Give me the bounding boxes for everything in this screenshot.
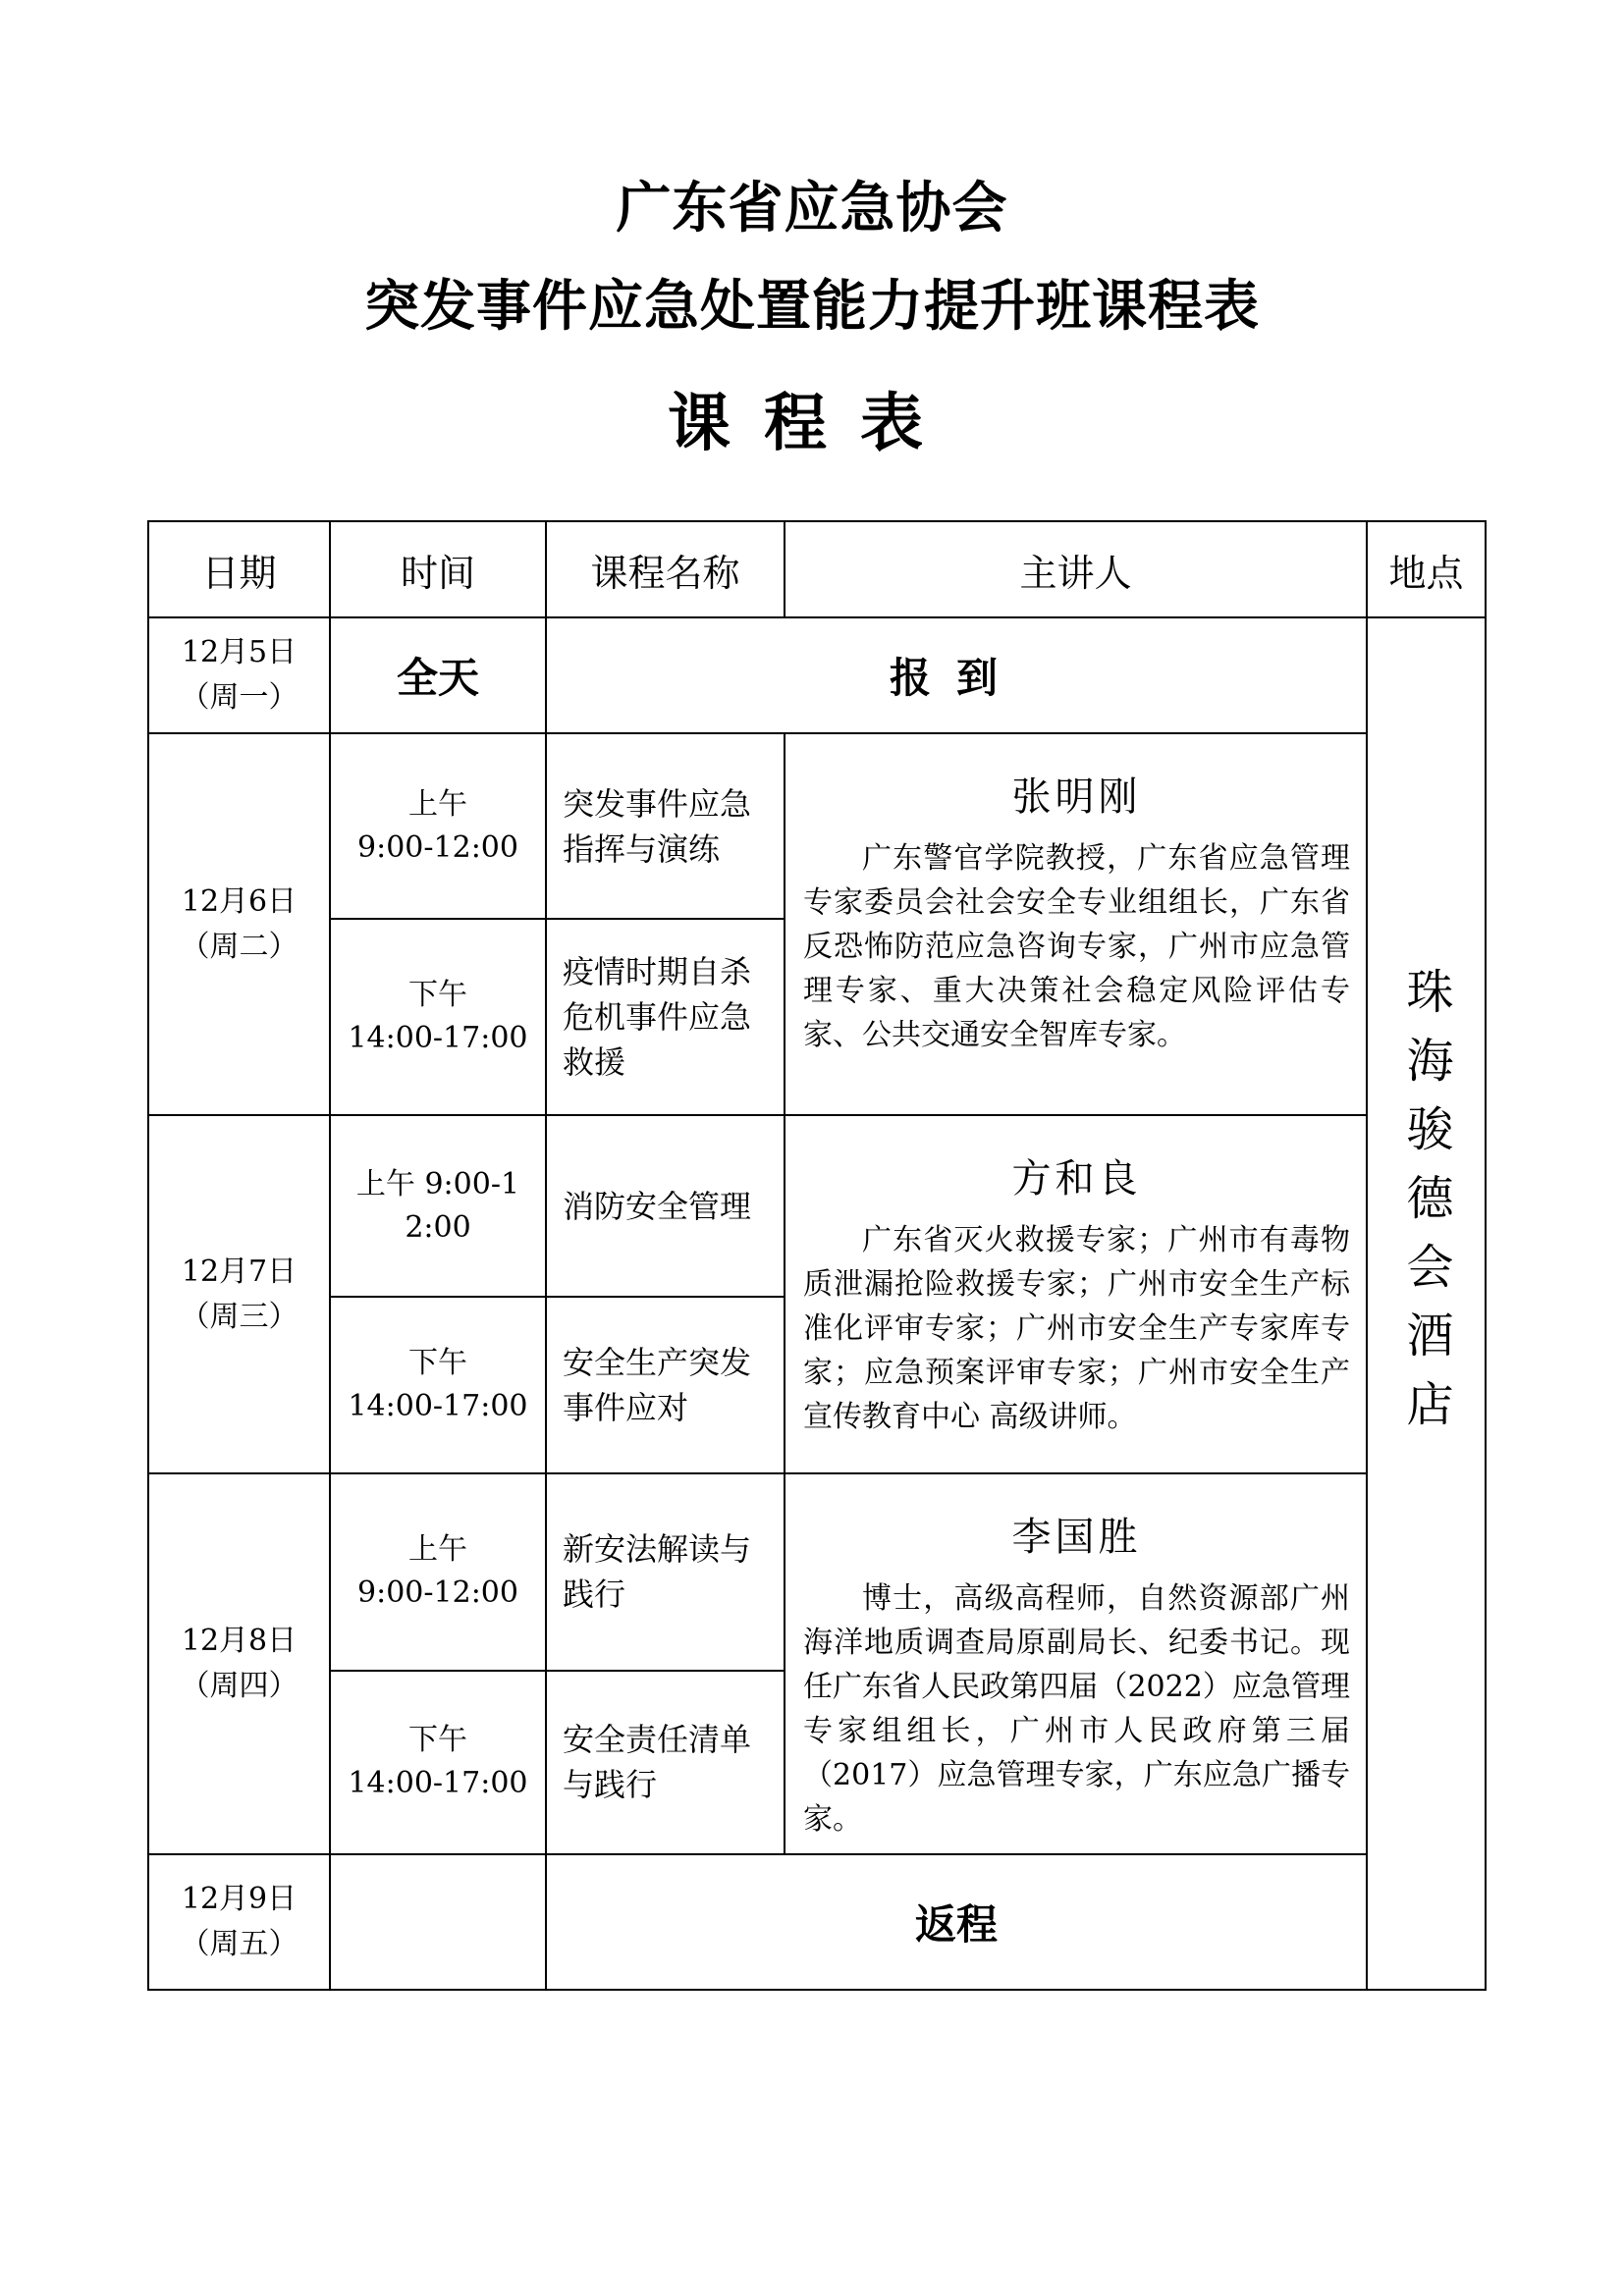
course-cell: 疫情时期自杀危机事件应急救援	[546, 919, 785, 1115]
weekday-text: （周三）	[180, 1299, 298, 1334]
time-cell	[330, 1473, 546, 1671]
date-text: 12月8日	[181, 1624, 298, 1658]
period-text: 上午	[408, 1532, 467, 1568]
date-text: 12月9日	[181, 1882, 298, 1916]
schedule-table	[147, 520, 1487, 1991]
column-header-time: 时间	[330, 521, 546, 617]
activity-cell: 报到	[546, 617, 1367, 733]
venue-text: 珠海骏德会酒店	[1398, 967, 1453, 1448]
time-cell	[330, 1671, 546, 1854]
table-row	[148, 1473, 1486, 1671]
date-text: 12月7日	[181, 1254, 298, 1289]
weekday-text: （周二）	[180, 929, 298, 964]
time-cell	[330, 1854, 546, 1990]
time-cell	[330, 919, 546, 1115]
title-organization: 广东省应急协会	[616, 177, 1008, 240]
column-header-date: 日期	[148, 521, 330, 617]
period-text: 上午 9:00-1	[355, 1166, 520, 1201]
period-text: 下午	[408, 1723, 467, 1758]
speaker-name: 张明刚	[1011, 774, 1142, 820]
speaker-cell	[785, 1115, 1367, 1473]
time-cell	[330, 1115, 546, 1297]
course-cell: 新安法解读与践行	[546, 1473, 785, 1671]
table-row	[148, 617, 1486, 733]
speaker-bio: 广东省灭火救援专家；广州市有毒物质泄漏抢险救援专家；广州市安全生产标准化评审专家；广州市安全生产专家库专家；应急预案评审专家；广州市安全生产宣传教育中心 高级讲师。	[803, 1223, 1350, 1434]
activity-cell: 返程	[546, 1854, 1367, 1990]
table-row	[148, 1115, 1486, 1297]
time-range-text: 14:00-17:00	[348, 1766, 528, 1801]
speaker-cell	[785, 1473, 1367, 1854]
date-cell	[148, 1115, 330, 1473]
title-schedule: 课程表	[668, 388, 956, 460]
course-cell: 安全责任清单与践行	[546, 1671, 785, 1854]
time-range-text: 9:00-12:00	[357, 829, 518, 865]
column-header-course: 课程名称	[546, 521, 785, 617]
speaker-cell	[785, 733, 1367, 1115]
course-cell: 突发事件应急指挥与演练	[546, 733, 785, 919]
time-range-text: 9:00-12:00	[357, 1575, 518, 1611]
course-cell: 消防安全管理	[546, 1115, 785, 1297]
table-row	[148, 733, 1486, 919]
time-range-text: 2:00	[405, 1209, 471, 1245]
speaker-name: 方和良	[1011, 1156, 1142, 1201]
time-range-text: 14:00-17:00	[348, 1021, 528, 1055]
date-cell	[148, 1473, 330, 1854]
table-row	[148, 1854, 1486, 1990]
period-text: 上午	[408, 786, 467, 822]
speaker-name: 李国胜	[1011, 1515, 1142, 1560]
date-text: 12月5日	[181, 635, 298, 669]
period-text: 下午	[408, 1346, 467, 1380]
time-cell	[330, 733, 546, 919]
time-cell	[330, 1297, 546, 1473]
speaker-bio: 广东警官学院教授，广东省应急管理专家委员会社会安全专业组组长，广东省反恐怖防范应急咨询专家，广州市应急管理专家、重大决策社会稳定风险评估专家、公共交通安全智库专家。	[803, 841, 1350, 1052]
column-header-speaker: 主讲人	[785, 521, 1367, 617]
course-cell: 安全生产突发事件应对	[546, 1297, 785, 1473]
time-cell: 全天	[330, 617, 546, 733]
date-cell	[148, 617, 330, 733]
date-text: 12月6日	[181, 883, 298, 919]
title-course-name: 突发事件应急处置能力提升班课程表	[364, 275, 1260, 339]
weekday-text: （周一）	[180, 680, 298, 715]
column-header-venue: 地点	[1367, 521, 1486, 617]
weekday-text: （周四）	[180, 1669, 298, 1703]
speaker-bio: 博士，高级高程师，自然资源部广州海洋地质调查局原副局长、纪委书记。现任广东省人民政第四届（2022）应急管理专家组组长，广州市人民政府第三届（2017）应急管理专家，广东应急广播专家。	[803, 1581, 1350, 1837]
date-cell	[148, 1854, 330, 1990]
period-text: 下午	[408, 978, 467, 1012]
time-range-text: 14:00-17:00	[348, 1389, 528, 1423]
table-header-row	[148, 521, 1486, 617]
venue-cell	[1367, 617, 1486, 1990]
date-cell	[148, 733, 330, 1115]
weekday-text: （周五）	[180, 1927, 298, 1961]
